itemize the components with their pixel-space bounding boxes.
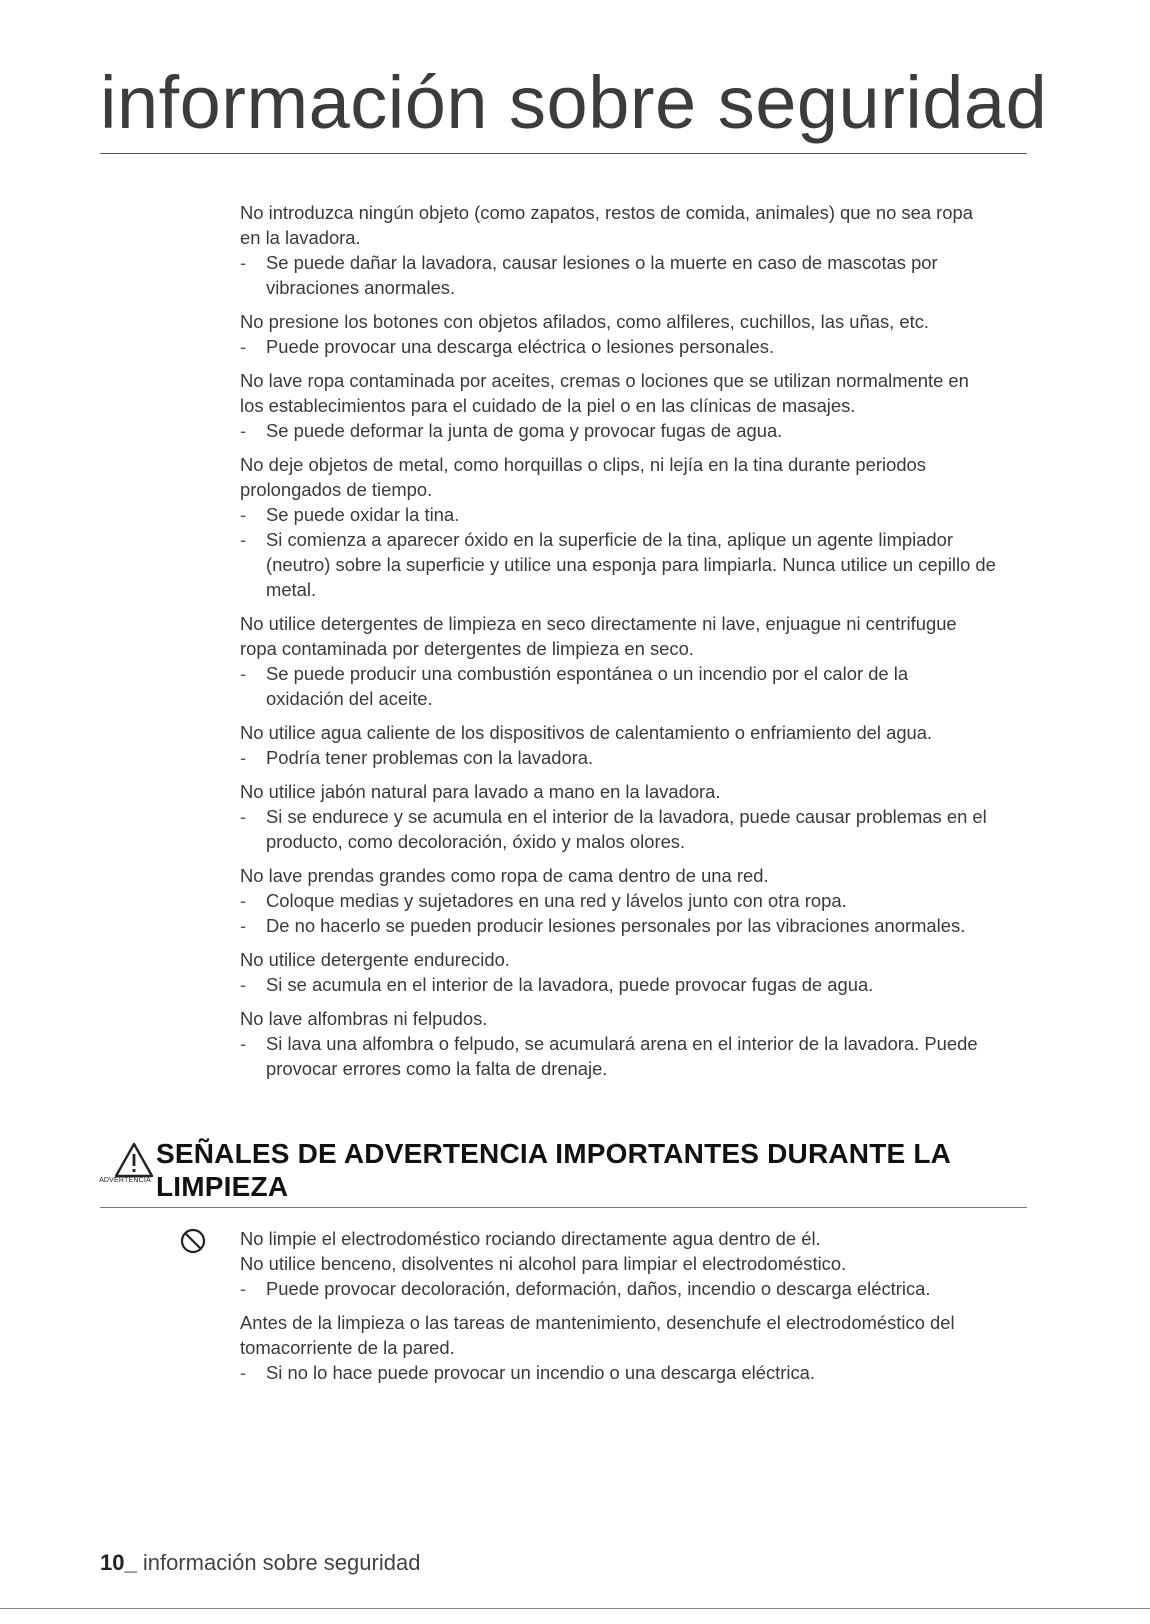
consequence-text: oxidación del aceite. [266,688,433,709]
consequence-item [240,888,1030,913]
instruction-text: No utilice detergentes de limpieza en seco directamente ni lave, enjuague ni centrifugue [240,613,957,634]
section-title [156,1137,1027,1203]
consequence-item [240,334,1030,359]
consequence-text: - Se puede producir una combustión espontánea o un incendio por el calor de la [266,663,909,684]
instruction-text: No lave alfombras ni felpudos. [240,1008,488,1029]
consequence-text: - De no hacerlo se pueden producir lesiones personales por las vibraciones anormales. [266,915,966,936]
instruction-block [240,200,1030,300]
consequence-text: - Puede provocar decoloración, deformación, daños, incendio o descarga eléctrica. [266,1278,931,1299]
consequence-text: - Si no lo hace puede provocar un incendio o una descarga eléctrica. [266,1362,816,1383]
instruction-text: ropa contaminada por detergentes de limpieza en seco. [240,638,694,659]
consequence-item [240,745,1030,770]
consequence-text: (neutro) sobre la superficie y utilice una esponja para limpiarla. Nunca utilice un cepillo de [266,554,996,575]
instruction-block [240,368,1030,443]
consequence-item [240,250,1030,300]
instruction-text: No presione los botones con objetos afilados, como alfileres, cuchillos, las uñas, etc. [240,311,930,332]
warning-triangle-icon [114,1141,154,1179]
instruction-block [240,1310,1030,1385]
consequence-item [240,502,1030,527]
instruction-text: No lave ropa contaminada por aceites, cremas o lociones que se utilizan normalmente en [240,370,969,391]
instruction-text: Antes de la limpieza o las tareas de mantenimiento, desenchufe el electrodoméstico del [240,1312,955,1333]
consequence-item [240,418,1030,443]
consequence-text: - Si se acumula en el interior de la lavadora, puede provocar fugas de agua. [266,974,874,995]
consequence-text: - Se puede dañar la lavadora, causar lesiones o la muerte en caso de mascotas por [266,252,938,273]
section-title-line-2: LIMPIEZA [156,1171,289,1202]
instruction-block [240,1006,1030,1081]
instruction-text: No deje objetos de metal, como horquillas o clips, ni lejía en la tina durante periodos [240,454,926,475]
page-number: 10_ [100,1550,137,1575]
safety-instructions [240,200,1030,1090]
instruction-text: No introduzca ningún objeto (como zapatos, restos de comida, animales) que no sea ropa [240,202,973,223]
instruction-block [240,611,1030,711]
consequence-text: - Se puede oxidar la tina. [266,504,460,525]
prohibited-icon [180,1228,206,1254]
instruction-text: No lave prendas grandes como ropa de cama dentro de una red. [240,865,769,886]
consequence-item [240,661,1030,711]
section-divider [100,1207,1027,1208]
instruction-text: No utilice jabón natural para lavado a mano en la lavadora. [240,781,721,802]
consequence-text: - Si se endurece y se acumula en el interior de la lavadora, puede causar problemas en el [266,806,987,827]
consequence-text: - Podría tener problemas con la lavadora. [266,747,594,768]
consequence-text: - Si lava una alfombra o felpudo, se acumulará arena en el interior de la lavadora. Puede [266,1033,978,1054]
instruction-text: en la lavadora. [240,227,361,248]
consequence-item [240,913,1030,938]
bottom-divider [0,1608,1150,1609]
footer-label: información sobre seguridad [136,1550,421,1575]
instruction-text: prolongados de tiempo. [240,479,433,500]
consequence-item [240,1360,1030,1385]
page-title: información sobre seguridad [100,61,1048,144]
consequence-item [240,972,1030,997]
consequence-text: - Se puede deformar la junta de goma y provocar fugas de agua. [266,420,783,441]
instruction-block [240,452,1030,602]
instruction-block [240,863,1030,938]
instruction-text: No limpie el electrodoméstico rociando directamente agua dentro de él. [240,1228,821,1249]
instruction-text: los establecimientos para el cuidado de la piel o en las clínicas de masajes. [240,395,856,416]
consequence-text: metal. [266,579,317,600]
instruction-text: No utilice detergente endurecido. [240,949,510,970]
consequence-item [240,1031,1030,1081]
cleaning-warnings-section [100,1137,1027,1203]
title-divider [100,153,1027,154]
instruction-block [240,947,1030,997]
consequence-text: - Si comienza a aparecer óxido en la superficie de la tina, aplique un agente limpiador [266,529,954,550]
consequence-text: producto, como decoloración, óxido y malos olores. [266,831,686,852]
consequence-item [240,1276,1030,1301]
consequence-item [240,804,1030,854]
instruction-block [240,720,1030,770]
instruction-block [240,1226,1030,1301]
consequence-text: - Coloque medias y sujetadores en una red y lávelos junto con otra ropa. [266,890,847,911]
instruction-block [240,309,1030,359]
instruction-text: tomacorriente de la pared. [240,1337,455,1358]
section-title-line-1: SEÑALES DE ADVERTENCIA IMPORTANTES DURANTE LA [156,1138,952,1169]
consequence-text: - Puede provocar una descarga eléctrica o lesiones personales. [266,336,775,357]
instruction-text: No utilice benceno, disolventes ni alcohol para limpiar el electrodoméstico. [240,1253,847,1274]
instruction-text: No utilice agua caliente de los dispositivos de calentamiento o enfriamiento del agua. [240,722,933,743]
warning-caption: ADVERTENCIA [99,1177,151,1184]
instruction-block [240,779,1030,854]
page-footer [100,1550,420,1576]
consequence-text: vibraciones anormales. [266,277,456,298]
consequence-item [240,527,1030,602]
consequence-text: provocar errores como la falta de drenaje. [266,1058,608,1079]
cleaning-instructions [240,1226,1030,1394]
